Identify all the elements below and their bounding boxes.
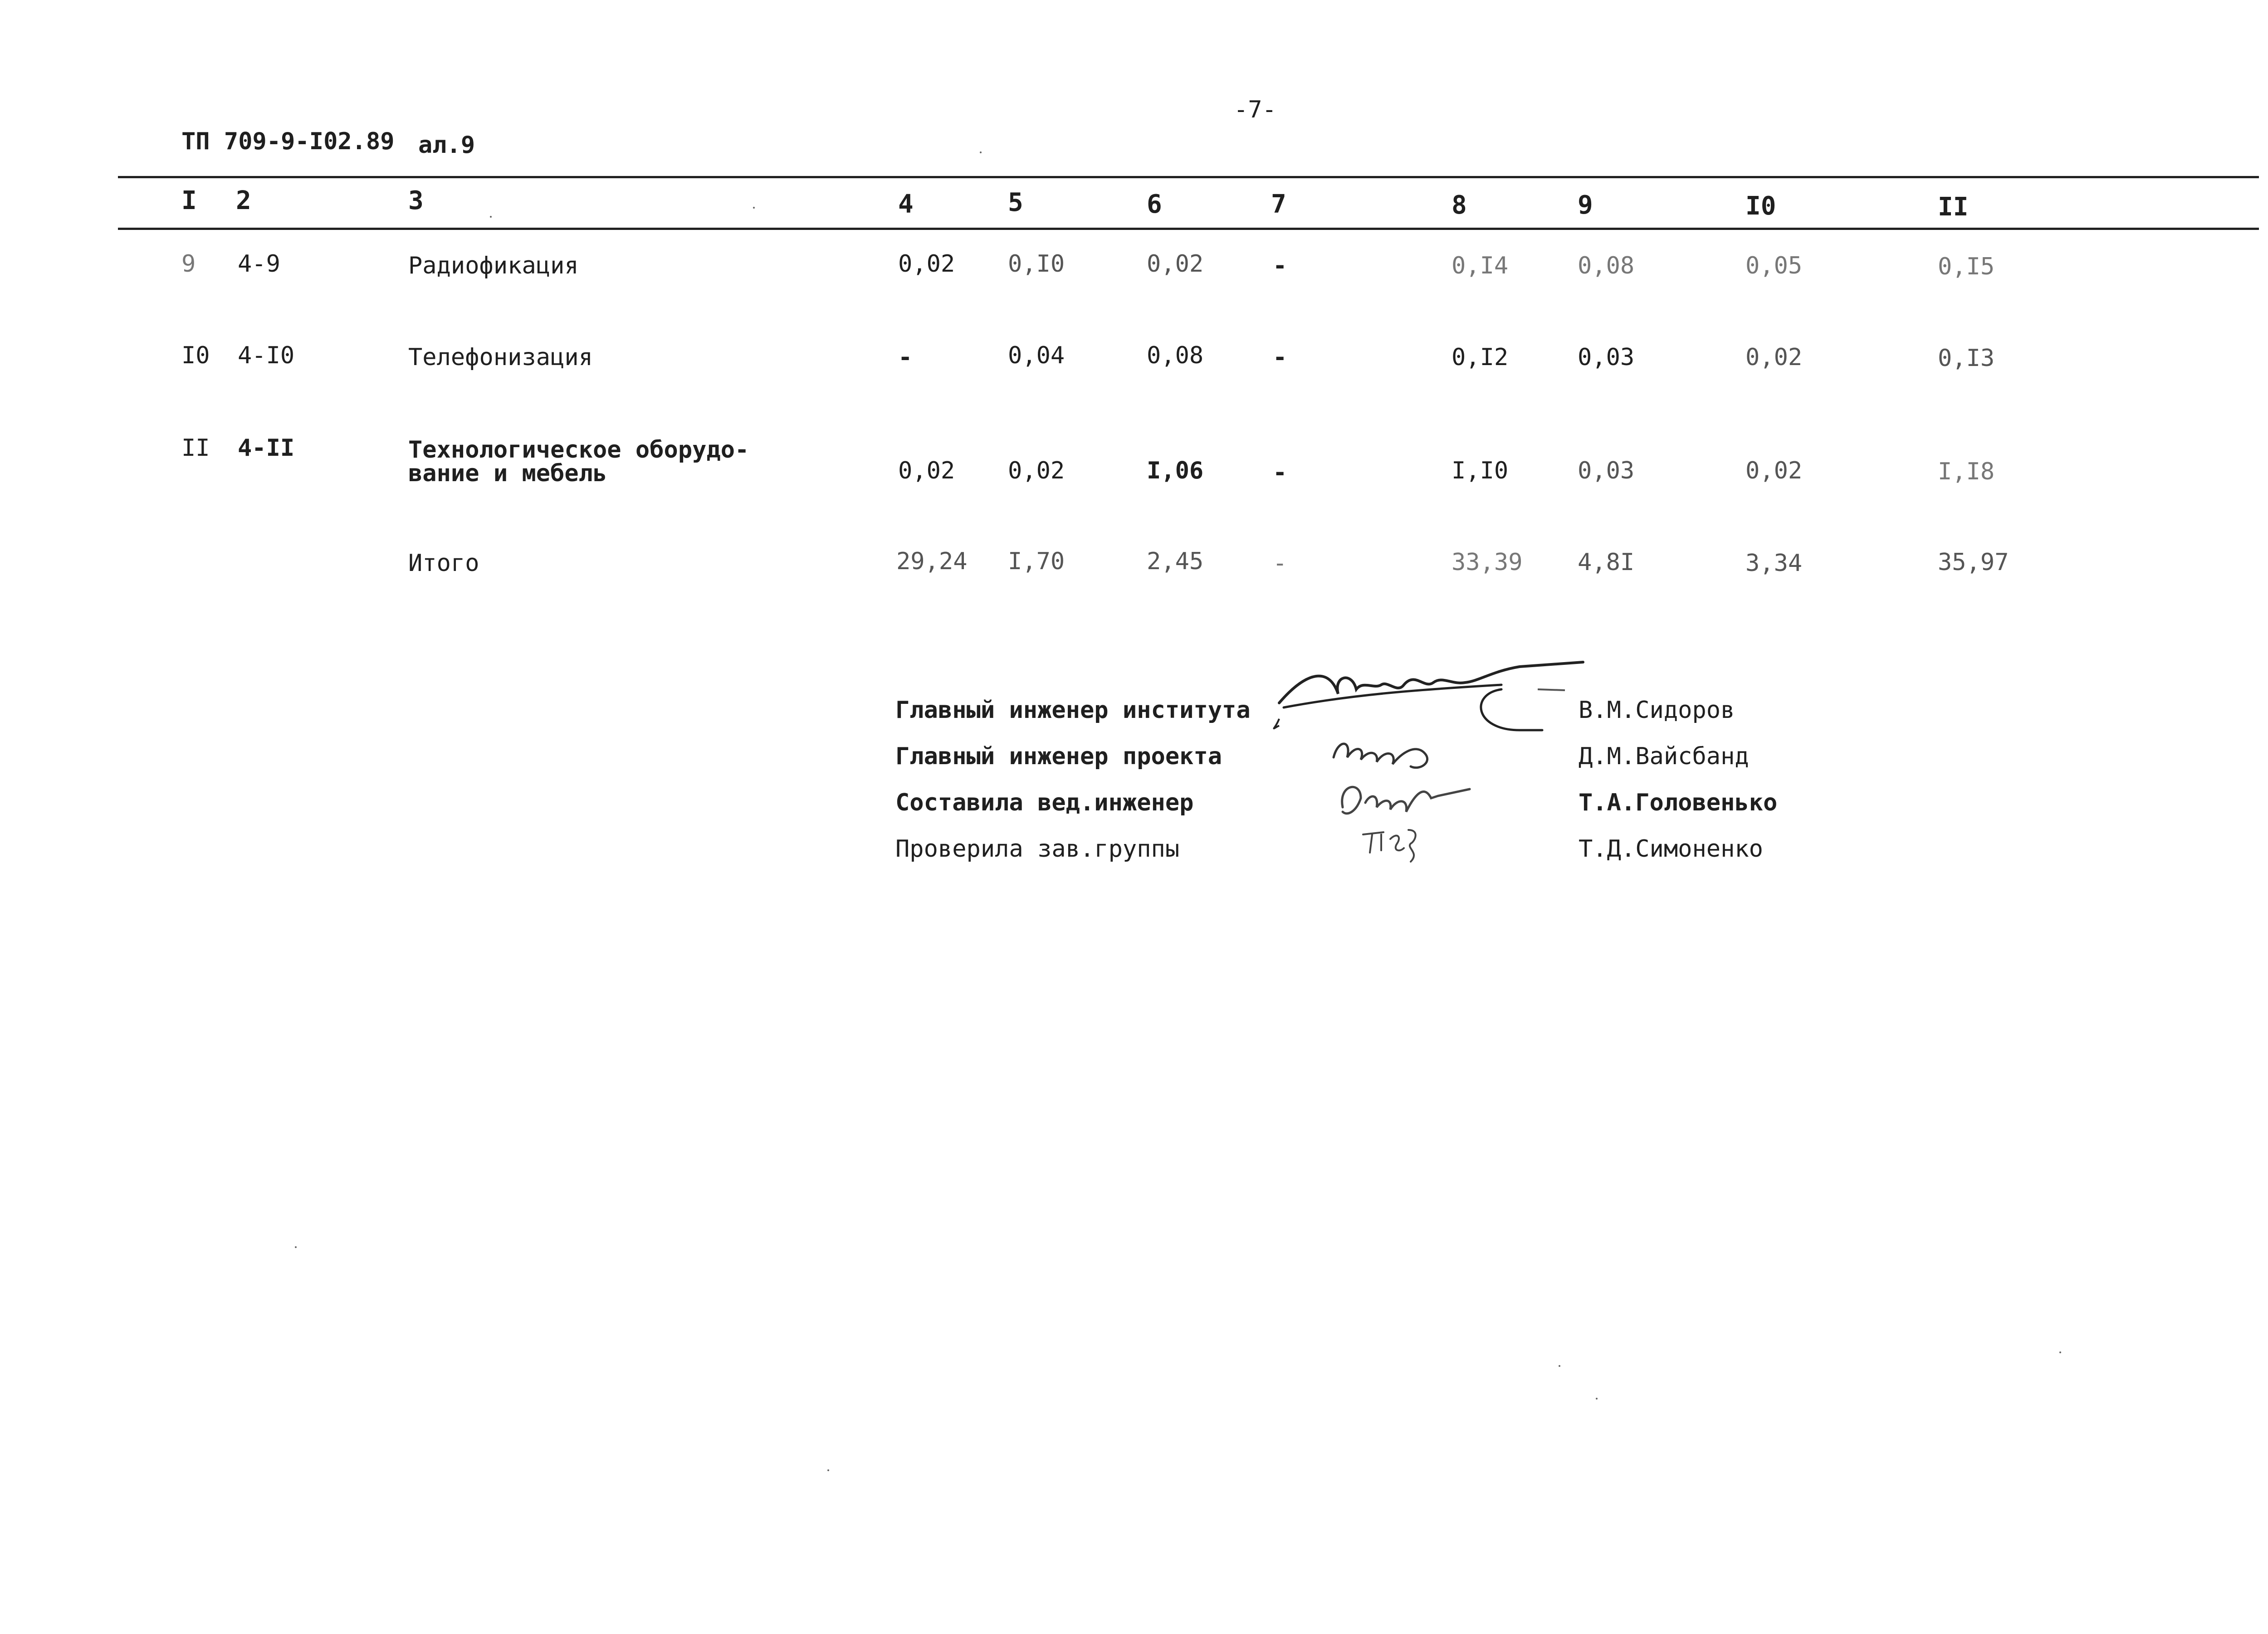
scan-speck xyxy=(295,1246,297,1248)
handwritten-signature xyxy=(1329,726,1447,776)
cell-value: 0,08 xyxy=(1147,342,1204,369)
column-header: I xyxy=(181,186,197,215)
column-header: I0 xyxy=(1745,191,1776,221)
cell-value: I,06 xyxy=(1147,457,1204,484)
signature-name: Д.М.Вайсбанд xyxy=(1579,743,1749,770)
column-header: 7 xyxy=(1271,190,1286,219)
table-header-rule xyxy=(118,228,2259,230)
total-value: - xyxy=(1273,550,1287,577)
cell-value: 0,I4 xyxy=(1452,252,1509,279)
signature-role: Главный инженер проекта xyxy=(895,743,1222,770)
total-value: 4,8I xyxy=(1578,549,1635,576)
scan-speck xyxy=(753,207,755,209)
scan-speck xyxy=(2059,1351,2061,1353)
total-value: 33,39 xyxy=(1452,549,1523,576)
cell-value: 0,I2 xyxy=(1452,344,1509,371)
document-reference: ТП 709-9-I02.89 xyxy=(181,128,395,155)
cell-value: 0,04 xyxy=(1008,342,1065,369)
row-number: 9 xyxy=(181,250,196,278)
cell-value: - xyxy=(1273,344,1287,371)
signature-role: Составила вед.инженер xyxy=(895,789,1194,816)
signature-name: Т.Д.Симоненко xyxy=(1579,835,1763,863)
cell-value: 0,08 xyxy=(1578,252,1635,279)
total-value: 2,45 xyxy=(1147,548,1204,575)
total-value: 29,24 xyxy=(896,548,968,575)
cell-value: - xyxy=(1273,459,1287,486)
cell-value: 0,02 xyxy=(1745,457,1803,484)
cell-value: 0,02 xyxy=(898,457,955,484)
cell-value: 0,03 xyxy=(1578,344,1635,371)
row-code: 4-9 xyxy=(238,250,280,278)
column-header: 6 xyxy=(1147,190,1162,219)
cell-value: 0,02 xyxy=(1008,457,1065,484)
album-number: ал.9 xyxy=(418,132,475,159)
row-number: II xyxy=(181,434,210,462)
total-value: 3,34 xyxy=(1745,550,1803,577)
cell-value: 0,02 xyxy=(1745,344,1803,371)
column-header: 5 xyxy=(1008,188,1023,217)
cell-value: 0,I0 xyxy=(1008,250,1065,278)
column-header: II xyxy=(1938,192,1969,222)
total-label: Итого xyxy=(408,550,479,577)
row-name-line-2: вание и мебель xyxy=(408,460,607,487)
total-value: I,70 xyxy=(1008,548,1065,575)
scan-speck xyxy=(1559,1365,1560,1367)
column-header: 9 xyxy=(1578,190,1593,220)
row-name-line-1: Технологическое оборудо- xyxy=(408,436,749,463)
column-header: 3 xyxy=(408,186,424,215)
scan-speck xyxy=(980,151,982,153)
page-number: -7- xyxy=(1234,96,1276,123)
column-header: 8 xyxy=(1452,190,1467,220)
cell-value: 0,03 xyxy=(1578,457,1635,484)
signature-role: Проверила зав.группы xyxy=(895,835,1180,863)
cell-value: 0,02 xyxy=(898,250,955,278)
row-number: I0 xyxy=(181,342,210,369)
cell-value: 0,I3 xyxy=(1938,345,1995,372)
row-code: 4-II xyxy=(238,434,295,462)
column-header: 2 xyxy=(236,186,251,215)
cell-value: I,I8 xyxy=(1938,458,1995,485)
cell-value: I,I0 xyxy=(1452,457,1509,484)
cell-value: - xyxy=(898,344,913,371)
cell-value: 0,I5 xyxy=(1938,253,1995,280)
scan-speck xyxy=(1596,1398,1598,1400)
scan-speck xyxy=(827,1469,829,1471)
row-name: Радиофикация xyxy=(408,252,579,279)
row-code: 4-I0 xyxy=(238,342,295,369)
cell-value: 0,05 xyxy=(1745,252,1803,279)
scan-speck xyxy=(490,216,492,218)
handwritten-signature xyxy=(1356,816,1429,866)
row-name: Телефонизация xyxy=(408,344,593,371)
table-top-rule xyxy=(118,176,2259,178)
cell-value: - xyxy=(1273,252,1287,279)
signature-name: В.М.Сидоров xyxy=(1579,697,1735,724)
total-value: 35,97 xyxy=(1938,549,2009,576)
signature-role: Главный инженер института xyxy=(895,697,1251,724)
column-header: 4 xyxy=(898,190,914,219)
signature-name: Т.А.Головенько xyxy=(1579,789,1778,816)
cell-value: 0,02 xyxy=(1147,250,1204,278)
